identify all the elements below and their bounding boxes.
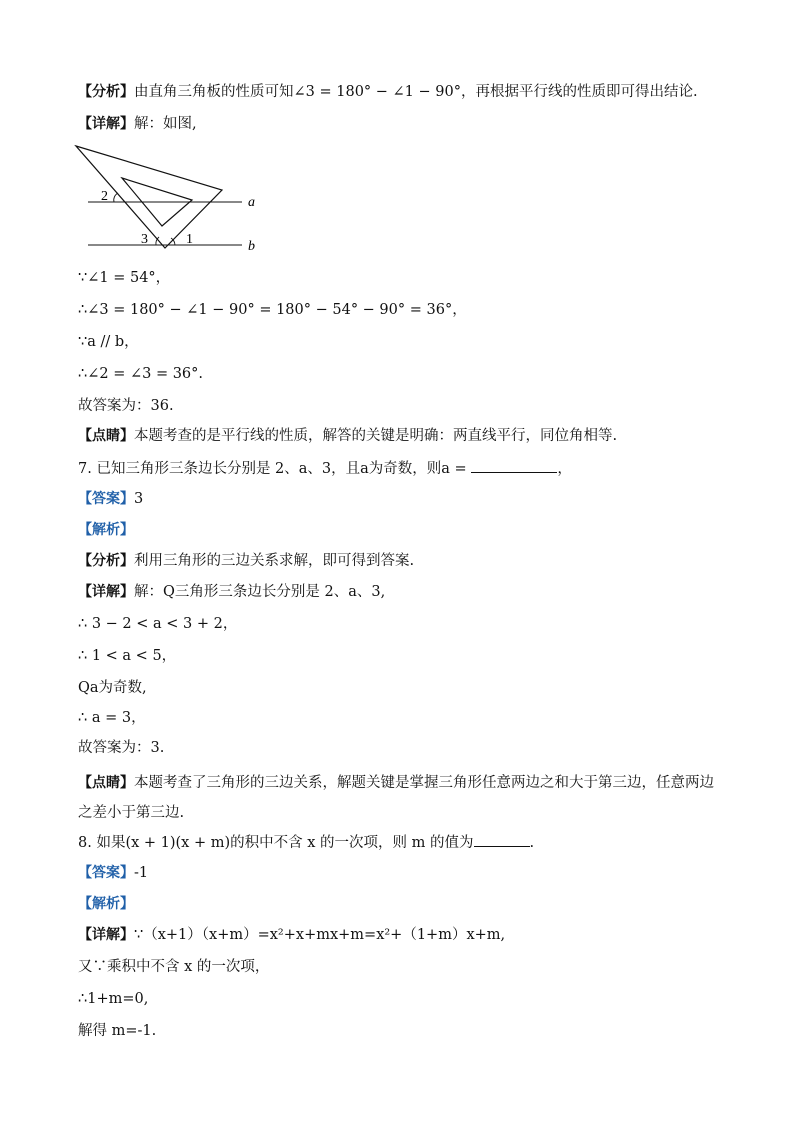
analysis-text: 利用三角形的三边关系求解，即可得到答案. <box>134 553 415 569</box>
detail-line <box>78 582 385 602</box>
step-line: 又∵乘积中不含 x 的一次项， <box>78 959 270 975</box>
detail-tag: 【详解】 <box>78 116 134 132</box>
answer-tag: 【答案】 <box>78 865 134 881</box>
comment-line <box>78 426 617 446</box>
result-line: 故答案为：3. <box>78 740 165 756</box>
answer-line <box>78 863 148 883</box>
result-line: 解得 m=-1. <box>78 1023 157 1039</box>
answer-value: -1 <box>134 865 149 881</box>
step-line: ∴1+m=0, <box>78 991 149 1007</box>
jiexi-tag: 【解析】 <box>78 896 134 912</box>
step-line: ∵∠1 = 54°， <box>78 270 171 286</box>
question-7 <box>78 458 572 479</box>
jiexi-line <box>78 520 134 540</box>
answer-tag: 【答案】 <box>78 491 134 507</box>
answer-blank <box>474 832 530 847</box>
comment-line <box>78 768 718 828</box>
question-8-text: 8. 如果(x + 1)(x + m)的积中不含 x 的一次项，则 m 的值为 <box>78 835 474 851</box>
comment-text: 本题考查的是平行线的性质，解答的关键是明确：两直线平行，同位角相等. <box>134 428 618 444</box>
triangle-ruler-figure <box>70 140 270 258</box>
jiexi-tag: 【解析】 <box>78 522 134 538</box>
question-8 <box>78 832 534 853</box>
comment-tag: 【点睛】 <box>78 428 134 444</box>
detail-text: 解：Q三角形三条边长分别是 2、a、3, <box>134 584 386 600</box>
detail-tag: 【详解】 <box>78 584 134 600</box>
detail-line <box>78 114 197 134</box>
step-line: Qa为奇数, <box>78 680 147 696</box>
comment-text: 本题考查了三角形的三边关系，解题关键是掌握三角形任意两边之和大于第三边，任意两边之差小于第三边. <box>78 775 714 821</box>
answer-blank <box>471 458 557 473</box>
line-a-label: a <box>248 195 255 210</box>
detail-line <box>78 925 505 945</box>
angle-2-label: 2 <box>101 189 108 204</box>
angle-2-arc <box>114 193 118 202</box>
detail-text: 解：如图, <box>134 116 197 132</box>
step-line: ∵a // b， <box>78 334 139 350</box>
step-line: ∴∠3 = 180° − ∠1 − 90° = 180° − 54° − 90° = 36°， <box>78 302 467 318</box>
analysis-tag: 【分析】 <box>78 84 134 100</box>
detail-tag: 【详解】 <box>78 927 134 943</box>
angle-3-label: 3 <box>141 232 148 247</box>
analysis-line <box>78 82 698 102</box>
comment-tag: 【点睛】 <box>78 775 134 791</box>
answer-value: 3 <box>134 491 144 507</box>
outer-triangle <box>76 146 222 248</box>
step-line: ∴ 3 − 2 < a < 3 + 2， <box>78 616 238 632</box>
detail-text: ∵（x+1）（x+m）=x²+x+mx+m=x²+（1+m）x+m, <box>134 927 506 943</box>
analysis-line <box>78 551 414 571</box>
angle-1-label: 1 <box>186 232 193 247</box>
question-8-suffix: . <box>529 835 535 851</box>
question-7-suffix: ， <box>557 461 572 477</box>
result-line: 故答案为：36. <box>78 398 174 414</box>
step-line: ∴ 1 < a < 5， <box>78 648 177 664</box>
analysis-text: 由直角三角板的性质可知∠3 = 180° − ∠1 − 90°，再根据平行线的性质即可得出结论. <box>134 84 698 100</box>
analysis-tag: 【分析】 <box>78 553 134 569</box>
question-7-text: 7. 已知三角形三条边长分别是 2、a、3，且a为奇数，则a = <box>78 461 472 477</box>
jiexi-line <box>78 894 134 914</box>
line-b-label: b <box>248 239 255 254</box>
answer-line <box>78 489 143 509</box>
step-line: ∴ a = 3， <box>78 710 146 726</box>
step-line: ∴∠2 = ∠3 = 36°. <box>78 366 204 382</box>
